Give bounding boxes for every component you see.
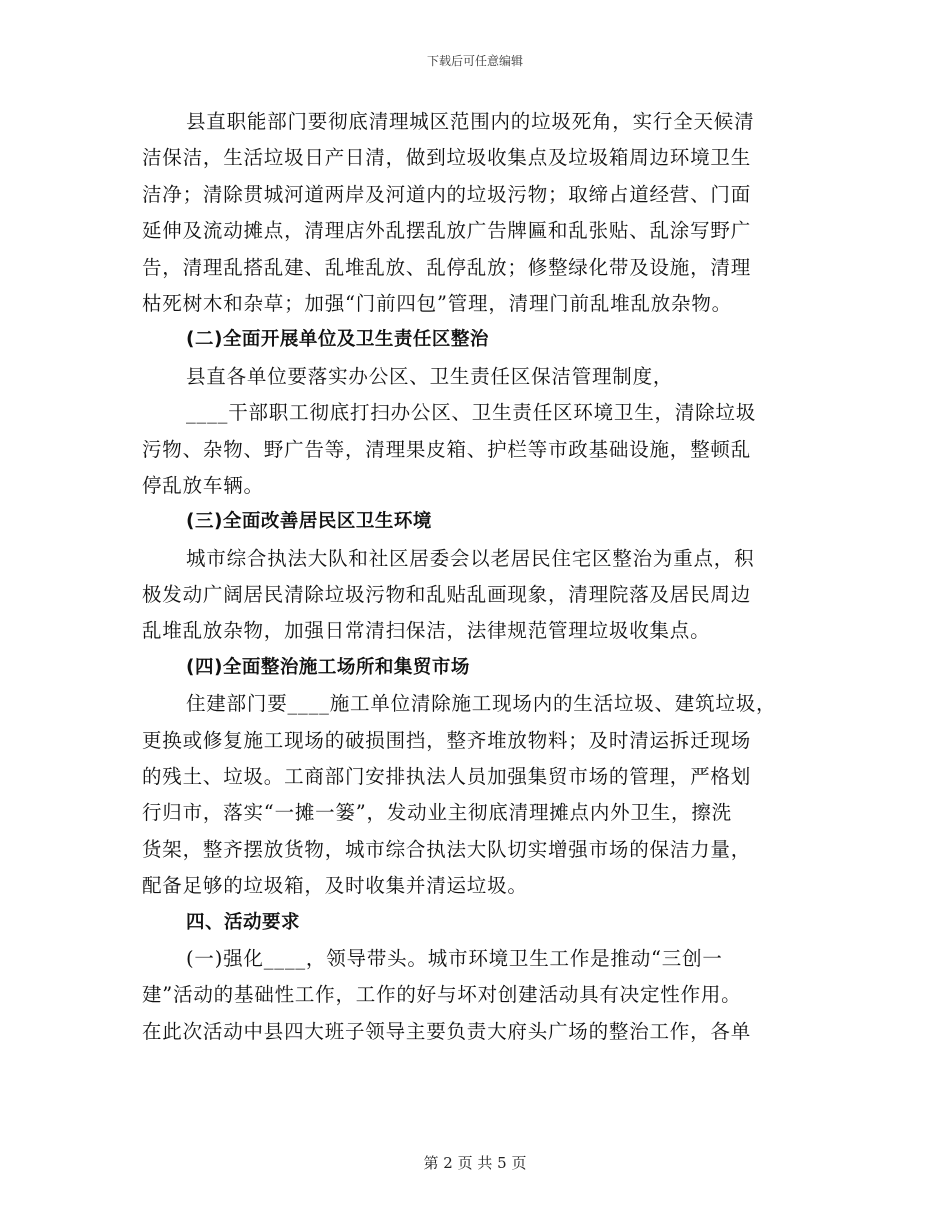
section-heading: (二)全面开展单位及卫生责任区整治 [186,329,489,351]
paragraph-line: 行归市，落实“一摊一篓”，发动业主彻底清理摊点内外卫生，擦洗 [142,801,732,825]
paragraph-line: 更换或修复施工现场的破损围挡，整齐堆放物料；及时清运拆迁现场 [142,728,752,752]
paragraph-line: 告，清理乱搭乱建、乱堆乱放、乱停乱放；修整绿化带及设施，清理 [142,255,752,279]
paragraph-line: 污物、杂物、野广告等，清理果皮箱、护栏等市政基础设施，整顿乱 [142,437,752,461]
paragraph-line: 城市综合执法大队和社区居委会以老居民住宅区整治为重点，积 [186,546,755,570]
paragraph-line: 县直各单位要落实办公区、卫生责任区保洁管理制度， [186,364,674,388]
section-heading: 四、活动要求 [186,911,301,933]
paragraph-line: 洁保洁，生活垃圾日产日清，做到垃圾收集点及垃圾箱周边环境卫生 [142,146,752,170]
paragraph-line: 县直职能部门要彻底清理城区范围内的垃圾死角，实行全天候清 [186,110,755,133]
paragraph-line: 货架，整齐摆放货物，城市综合执法大队切实增强市场的保洁力量， [142,837,752,861]
paragraph-line: 极发动广阔居民清除垃圾污物和乱贴乱画现象，清理院落及居民周边 [142,583,752,607]
paragraph-line: (一)强化____，领导带头。城市环境卫生工作是推动“三创一 [186,946,723,970]
paragraph-line: 枯死树木和杂草；加强“门前四包”管理，清理门前乱堆乱放杂物。 [142,291,732,315]
paragraph-line: 停乱放车辆。 [142,473,264,497]
paragraph-line: 建”活动的基础性工作，工作的好与坏对创建活动具有决定性作用。 [142,983,742,1007]
paragraph-line: 延伸及流动摊点，清理店外乱摆乱放广告牌匾和乱张贴、乱涂写野广 [142,219,752,243]
document-body [142,104,807,1050]
section-heading: (四)全面整治施工场所和集贸市场 [186,656,470,678]
page-number: 第 2 页 共 5 页 [423,1154,527,1172]
paragraph-line: 洁净；清除贯城河道两岸及河道内的垃圾污物；取缔占道经营、门面 [142,182,752,206]
paragraph-line: 的残土、垃圾。工商部门安排执法人员加强集贸市场的管理，严格划 [142,765,752,789]
paragraph-line: ____干部职工彻底打扫办公区、卫生责任区环境卫生，清除垃圾 [186,401,756,425]
paragraph-line: 住建部门要____施工单位清除施工现场内的生活垃圾、建筑垃圾， [186,692,777,716]
paragraph-line: 在此次活动中县四大班子领导主要负责大府头广场的整治工作，各单 [142,1019,752,1043]
paragraph-line: 配备足够的垃圾箱，及时收集并清运垃圾。 [142,874,528,898]
section-heading: (三)全面改善居民区卫生环境 [186,511,432,533]
paragraph-line: 乱堆乱放杂物，加强日常清扫保洁，法律规范管理垃圾收集点。 [142,619,711,643]
page-header: 下载后可任意编辑 [426,54,523,68]
